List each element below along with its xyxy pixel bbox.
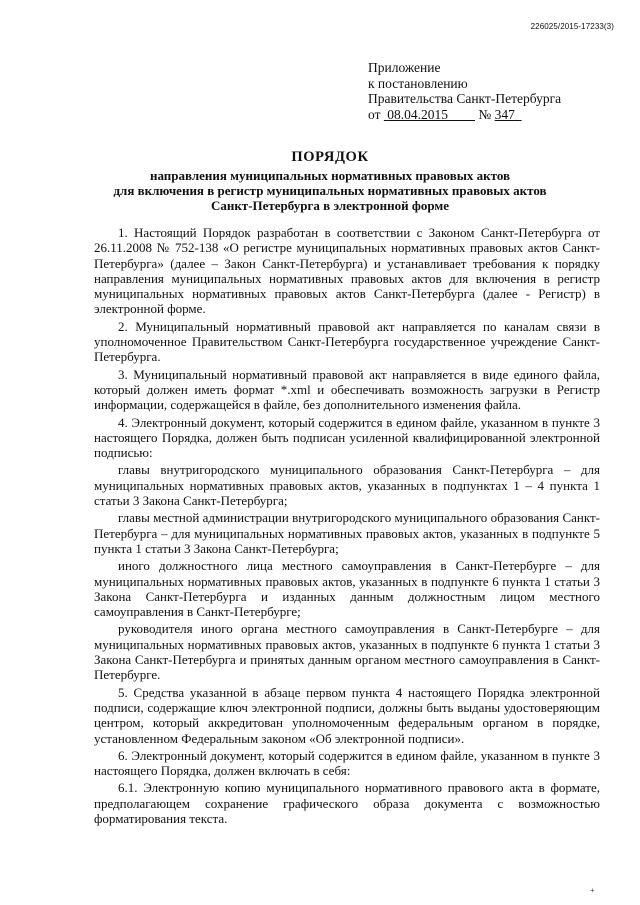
document-body (94, 225, 600, 826)
paragraph: иного должностного лица местного самоуправления в Санкт-Петербурге – для муниципальных нормативных правовых актов, указанных в подпункте 6 пункта 1 статьи 3 Закона Санкт-Петербурга и изданных данным должностным лицом местного самоуправления в Санкт-Петербурге; (94, 558, 600, 620)
title-main: ПОРЯДОК (291, 149, 369, 165)
appendix-line-1: Приложение (368, 60, 441, 75)
decree-number: 347 (494, 106, 515, 122)
paragraph: руководителя иного органа местного самоуправления в Санкт-Петербурге – для муниципальных нормативных правовых актов, указанных в подпункте 6 пункта 1 статьи 3 Закона Санкт-Петербурга и принятых данным органом местного самоуправления в Санкт-Петербурге. (94, 621, 600, 683)
corner-mark: + (590, 886, 595, 895)
number-label: № (478, 106, 492, 122)
decree-date: 08.04.2015 (387, 106, 448, 122)
document-title (60, 150, 600, 213)
paragraph: 4. Электронный документ, который содержится в едином файле, указанном в пункте 3 настоящего Порядка, должен быть подписан усиленной квалифицированной электронной подписью: (94, 414, 600, 461)
title-line-3: Санкт-Петербурга в электронной форме (210, 198, 450, 213)
title-line-1: направления муниципальных нормативных правовых актов (149, 168, 511, 183)
paragraph: 3. Муниципальный нормативный правовой акт направляется в виде единого файла, который должен иметь формат *.xml и обеспечивать возможность загрузки в Регистр информации, содержащейся в файле, без дополнительного изменения файла. (94, 366, 600, 413)
paragraph: 6. Электронный документ, который содержится в едином файле, указанном в пункте 3 настоящего Порядка, должен включать в себя: (94, 747, 600, 779)
document-id: 226025/2015-17233(3) (530, 22, 614, 31)
paragraph: главы местной администрации внутригородского муниципального образования Санкт-Петербурга – для муниципальных нормативных правовых актов, указанных в подпункте 5 пункта 1 статьи 3 Закона Санкт-Петербурга; (94, 510, 600, 556)
appendix-header (368, 60, 561, 122)
paragraph: 5. Средства указанной в абзаце первом пункта 4 настоящего Порядка электронной подписи, содержащие ключ электронной подписи, должны быть выданы удостоверяющим центром, который аккредитован уполномоченным федеральным органом в порядке, установленном Федеральным законом «Об электронной подписи». (94, 684, 600, 746)
paragraph: 6.1. Электронную копию муниципального нормативного правового акта в формате, предполагающем сохранение графического образа документа с возможностью форматирования текста. (94, 780, 600, 826)
title-line-2: для включения в регистр муниципальных нормативных правовых актов (113, 183, 547, 198)
paragraph: 2. Муниципальный нормативный правовой акт направляется по каналам связи в уполномоченное Правительством Санкт-Петербурга государственное учреждение Санкт-Петербурга. (94, 318, 600, 365)
appendix-line-3: Правительства Санкт-Петербурга (368, 91, 562, 106)
appendix-line-2: к постановлению (368, 75, 468, 91)
from-label: от (368, 106, 381, 122)
appendix-date-row (368, 107, 561, 123)
paragraph: главы внутригородского муниципального образования Санкт-Петербурга – для муниципальных нормативных правовых актов, указанных в подпунктах 1 – 4 пункта 1 статьи 3 Закона Санкт-Петербурга; (94, 462, 600, 509)
paragraph: 1. Настоящий Порядок разработан в соответствии с Законом Санкт-Петербурга от 26.11.2008 № 752-138 «О регистре муниципальных нормативных правовых актов Санкт-Петербурга» (далее – Закон Санкт-Петербурга) и устанавливает требования к порядку направления муниципальных нормативных правовых актов для включения в регистр муниципальных нормативных правовых актов Санкт-Петербурга (далее - Регистр) в электронной форме. (94, 225, 600, 317)
